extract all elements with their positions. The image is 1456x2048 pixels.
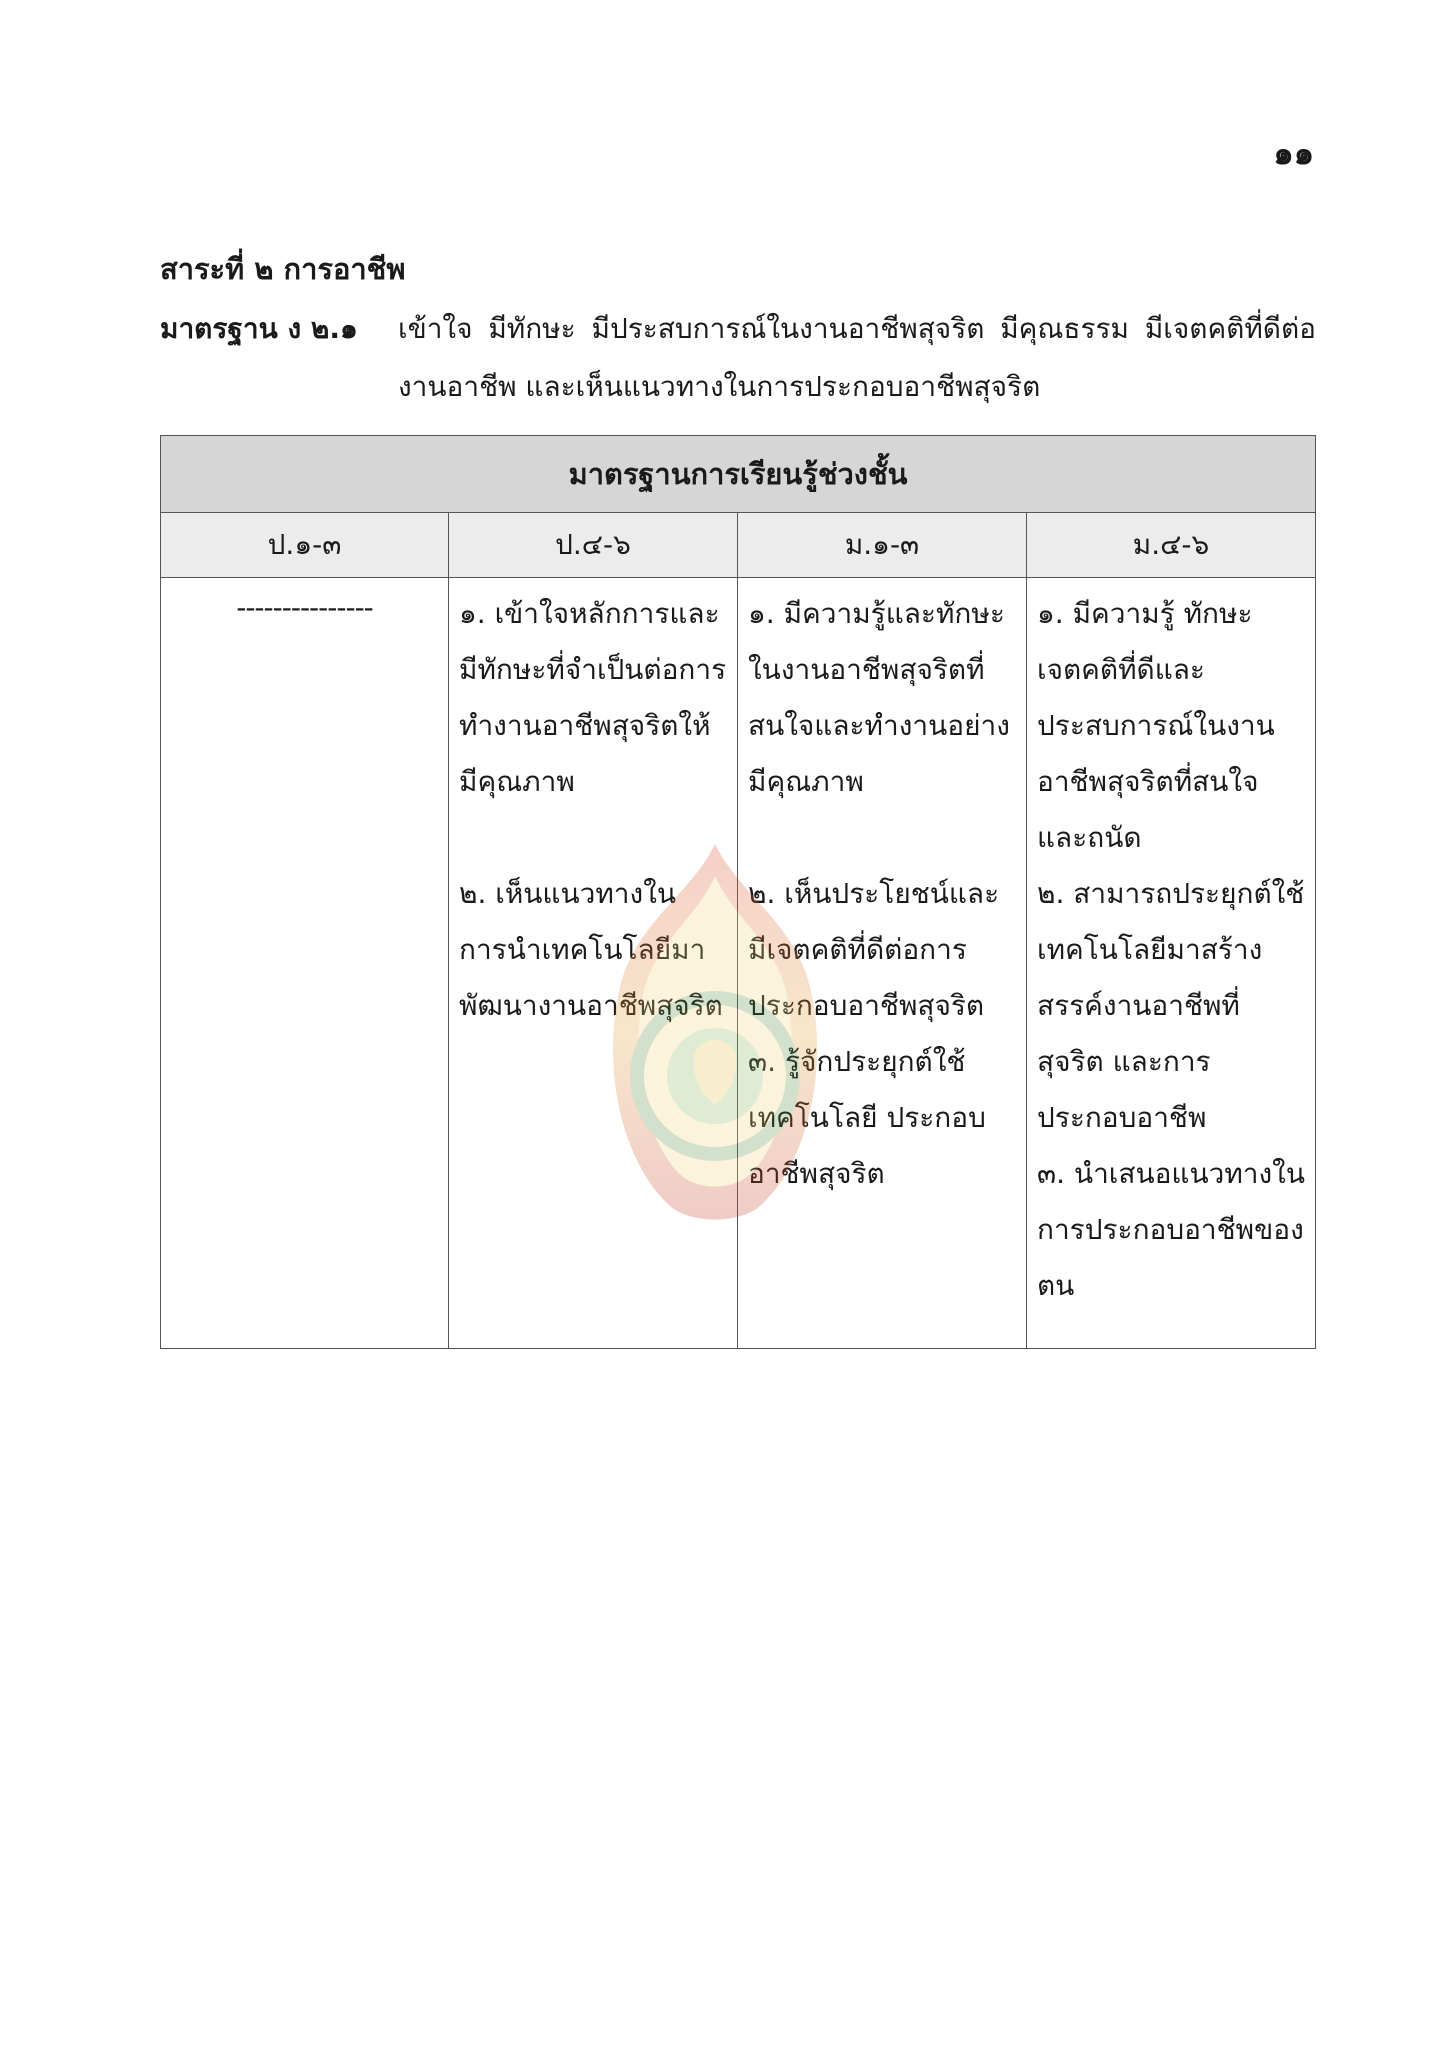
standard-code: มาตรฐาน ง ๒.๑ — [160, 312, 358, 345]
standard-item: ๒. สามารถประยุกต์ใช้เทคโนโลยีมาสร้างสรรค์งานอาชีพที่สุจริต และการประกอบอาชีพ — [1037, 877, 1305, 1134]
table-title: มาตรฐานการเรียนรู้ช่วงชั้น — [161, 436, 1316, 513]
standard-item: ๑. มีความรู้และทักษะในงานอาชีพสุจริตที่สนใจและทำงานอย่างมีคุณภาพ — [748, 597, 1010, 798]
standard-item: ๑. มีความรู้ ทักษะ เจตคติที่ดีและประสบการณ์ในงานอาชีพสุจริตที่สนใจและถนัด — [1037, 597, 1275, 854]
level-header: ม.๑-๓ — [738, 513, 1027, 578]
empty-placeholder: --------------- — [236, 591, 373, 624]
cell-m4-6 — [1027, 578, 1316, 1349]
level-header: ม.๔-๖ — [1027, 513, 1316, 578]
level-header: ป.๑-๓ — [161, 513, 449, 578]
standard-description: เข้าใจ มีทักษะ มีประสบการณ์ในงานอาชีพสุจริต มีคุณธรรม มีเจตคติที่ดีต่องานอาชีพ และเห็นแนวทางในการประกอบอาชีพสุจริต — [398, 312, 1316, 403]
standard-item: ๒. เห็นแนวทางในการนำเทคโนโลยีมาพัฒนางานอาชีพสุจริต — [459, 877, 723, 1022]
standard-item: ๑. เข้าใจหลักการและมีทักษะที่จำเป็นต่อการทำงานอาชีพสุจริตให้มีคุณภาพ — [459, 597, 727, 798]
standard-item: ๓. นำเสนอแนวทางในการประกอบอาชีพของตน — [1037, 1157, 1305, 1302]
level-header: ป.๔-๖ — [449, 513, 738, 578]
standard-statement — [160, 300, 1316, 416]
cell-p1-3 — [161, 578, 449, 1349]
strand-title: สาระที่ ๒ การอาชีพ — [160, 252, 406, 286]
page-number: ๑๑ — [1273, 134, 1314, 172]
emblem-seal-icon — [590, 836, 840, 1236]
standard-item: ๒. เห็นประโยชน์และมีเจตคติที่ดีต่อการประกอบอาชีพสุจริต — [748, 877, 1000, 1022]
standard-item: ๓. รู้จักประยุกต์ใช้เทคโนโลยี ประกอบอาชีพสุจริต — [748, 1045, 986, 1190]
